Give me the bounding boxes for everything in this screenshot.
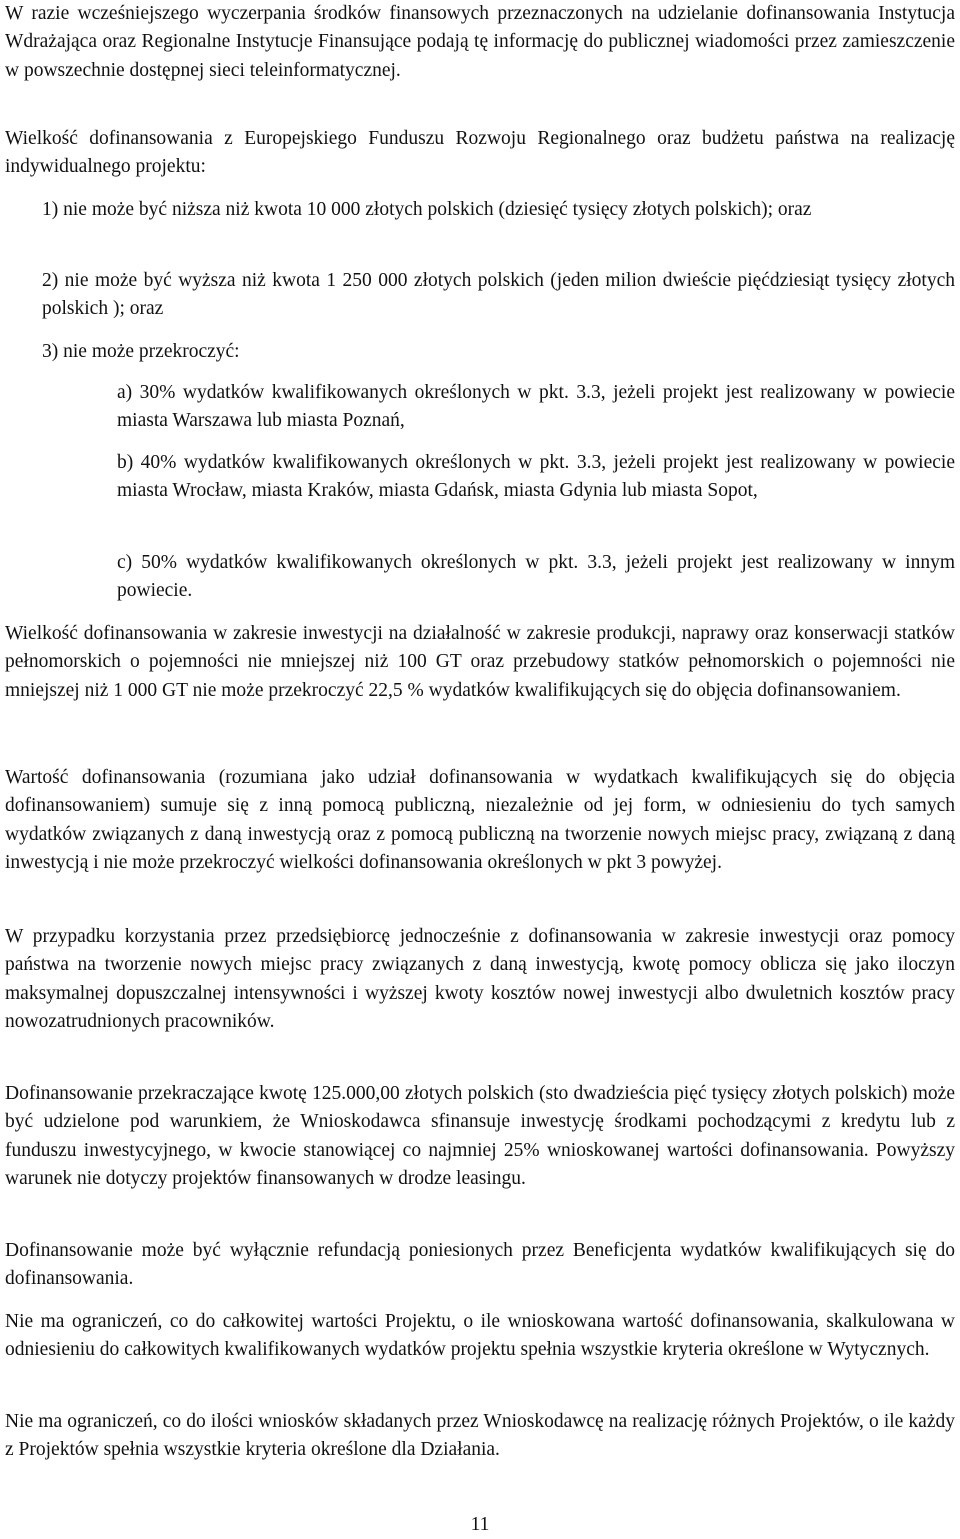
paragraph-refund-only: Dofinansowanie może być wyłącznie refundacją poniesionych przez Beneficjenta wydatków kwalifikujących się do dofinansowania. (5, 1240, 955, 1290)
sublist-item-c: c) 50% wydatków kwalifikowanych określonych w pkt. 3.3, jeżeli projekt jest realizowany w innym powiecie. (117, 552, 955, 602)
paragraph-aid-calculation: W przypadku korzystania przez przedsiębiorcę jednocześnie z dofinansowania w zakresie inwestycji oraz pomocy państwa na tworzenie nowych miejsc pracy związanych z daną inwestycją, kwotę pomocy oblicza się jako iloczyn maksymalnej dopuszczalnej intensywności i wyższej kwoty kosztów nowej inwestycji albo dwuletnich kosztów pracy nowozatrudnionych pracowników. (5, 926, 955, 1033)
page-number: 11 (470, 1514, 490, 1535)
paragraph-funds-exhausted: W razie wcześniejszego wyczerpania środków finansowych przeznaczonych na udzielanie dofinansowania Instytucja Wdrażająca oraz Regionalne Instytucje Finansujące podają tę informację do publicznej wiadomości przez zamieszczenie w powszechnie dostępnej sieci teleinformatycznej. (5, 3, 955, 81)
paragraph-credit-condition: Dofinansowanie przekraczające kwotę 125.000,00 złotych polskich (sto dwadzieścia pięć tysięcy złotych polskich) może być udzielone pod warunkiem, że Wnioskodawca sfinansuje inwestycję środkami pochodzącymi z kredytu lub z funduszu inwestycyjnego, w kwocie stanowiącej co najmniej 25% wnioskowanej wartości dofinansowania. Powyższy warunek nie dotyczy projektów finansowanych w drodze leasingu. (5, 1083, 955, 1190)
paragraph-no-value-limit: Nie ma ograniczeń, co do całkowitej wartości Projektu, o ile wnioskowana wartość dofinansowania, skalkulowana w odniesieniu do całkowitych kwalifikowanych wydatków projektu spełnia wszystkie kryteria określone w Wytycznych. (5, 1311, 955, 1361)
sublist-item-b: b) 40% wydatków kwalifikowanych określonych w pkt. 3.3, jeżeli projekt jest realizowany w powiecie miasta Wrocław, miasta Kraków, miasta Gdańsk, miasta Gdynia lub miasta Sopot, (117, 452, 955, 502)
sublist-item-a: a) 30% wydatków kwalifikowanych określonych w pkt. 3.3, jeżeli projekt jest realizowany w powiecie miasta Warszawa lub miasta Poznań, (117, 382, 955, 432)
paragraph-shipbuilding-limit: Wielkość dofinansowania w zakresie inwestycji na działalność w zakresie produkcji, naprawy oraz konserwacji statków pełnomorskich o pojemności nie mniejszej niż 100 GT oraz przebudowy statków pełnomorskich o pojemności nie mniejszej niż 1 000 GT nie może przekroczyć 22,5 % wydatków kwalifikujących się do objęcia dofinansowaniem. (5, 623, 955, 701)
list-item-limit-intro: 3) nie może przekroczyć: (42, 341, 240, 362)
paragraph-aid-cumulation: Wartość dofinansowania (rozumiana jako udział dofinansowania w wydatkach kwalifikujących się do objęcia dofinansowaniem) sumuje się z inną pomocą publiczną, niezależnie od jej form, w odniesieniu do tych samych wydatków związanych z daną inwestycją oraz z pomocą publiczną na tworzenie nowych miejsc pracy, związaną z daną inwestycją i nie może przekroczyć wielkości dofinansowania określonych w pkt 3 powyżej. (5, 767, 955, 874)
list-item-minimum-amount: 1) nie może być niższa niż kwota 10 000 złotych polskich (dziesięć tysięcy złotych polskich); oraz (42, 199, 812, 220)
paragraph-funding-amount-intro: Wielkość dofinansowania z Europejskiego Funduszu Rozwoju Regionalnego oraz budżetu państwa na realizację indywidualnego projektu: (5, 128, 955, 178)
paragraph-no-application-limit: Nie ma ograniczeń, co do ilości wniosków składanych przez Wnioskodawcę na realizację różnych Projektów, o ile każdy z Projektów spełnia wszystkie kryteria określone dla Działania. (5, 1411, 955, 1461)
list-item-maximum-amount: 2) nie może być wyższa niż kwota 1 250 000 złotych polskich (jeden milion dwieście pięćdziesiąt tysięcy złotych polskich ); oraz (42, 270, 955, 320)
